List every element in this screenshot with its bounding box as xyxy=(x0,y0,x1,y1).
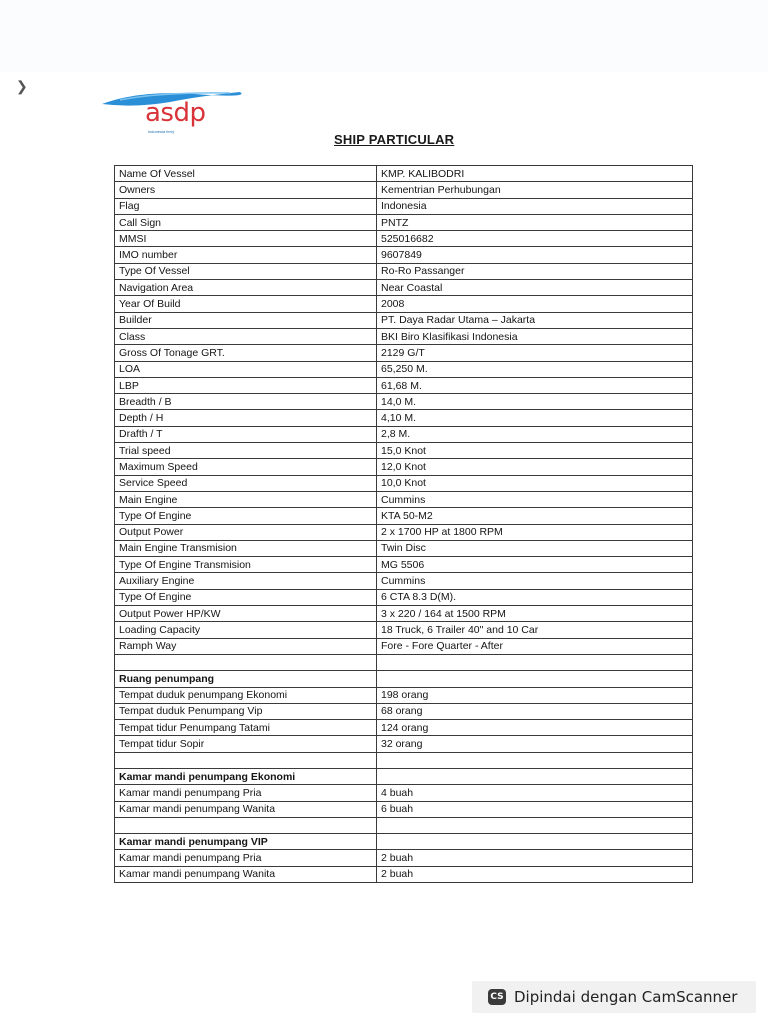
row-value: 68 orang xyxy=(377,703,693,719)
row-value: Near Coastal xyxy=(377,280,693,296)
table-row xyxy=(115,459,693,475)
row-label: Main Engine xyxy=(115,491,377,507)
section-heading: Ruang penumpang xyxy=(115,671,377,687)
row-label: Tempat duduk Penumpang Vip xyxy=(115,703,377,719)
camscanner-watermark xyxy=(472,981,756,1013)
table-row xyxy=(115,312,693,328)
table-row xyxy=(115,491,693,507)
row-value xyxy=(377,817,693,833)
row-value: Fore - Fore Quarter - After xyxy=(377,638,693,654)
row-value: MG 5506 xyxy=(377,557,693,573)
table-row xyxy=(115,671,693,687)
row-label: Type Of Engine xyxy=(115,589,377,605)
row-label: Drafth / T xyxy=(115,426,377,442)
row-value: 4 buah xyxy=(377,785,693,801)
row-value: 9607849 xyxy=(377,247,693,263)
table-row xyxy=(115,573,693,589)
row-label: Call Sign xyxy=(115,214,377,230)
row-value: 2008 xyxy=(377,296,693,312)
row-value xyxy=(377,768,693,784)
row-label: Auxiliary Engine xyxy=(115,573,377,589)
scan-mark: ❯ xyxy=(16,78,28,94)
row-label: Breadth / B xyxy=(115,394,377,410)
row-label: Owners xyxy=(115,182,377,198)
row-value: 10,0 Knot xyxy=(377,475,693,491)
row-value: 2 buah xyxy=(377,866,693,882)
table-row xyxy=(115,687,693,703)
table-row xyxy=(115,801,693,817)
row-label: Service Speed xyxy=(115,475,377,491)
row-value: 65,250 M. xyxy=(377,361,693,377)
row-label: Trial speed xyxy=(115,443,377,459)
table-row xyxy=(115,426,693,442)
scan-background xyxy=(0,0,768,72)
row-label: Kamar mandi penumpang Pria xyxy=(115,785,377,801)
ship-particulars-table xyxy=(114,165,693,883)
row-label: Kamar mandi penumpang Wanita xyxy=(115,866,377,882)
row-value: PNTZ xyxy=(377,214,693,230)
row-label xyxy=(115,817,377,833)
row-label: LBP xyxy=(115,377,377,393)
row-value: 198 orang xyxy=(377,687,693,703)
row-value xyxy=(377,654,693,670)
table-row xyxy=(115,296,693,312)
table-row xyxy=(115,703,693,719)
row-label: Year Of Build xyxy=(115,296,377,312)
table-row xyxy=(115,817,693,833)
table-row xyxy=(115,443,693,459)
row-value: PT. Daya Radar Utama – Jakarta xyxy=(377,312,693,328)
row-value xyxy=(377,671,693,687)
row-value: 18 Truck, 6 Trailer 40" and 10 Car xyxy=(377,622,693,638)
table-row xyxy=(115,768,693,784)
table-row xyxy=(115,394,693,410)
table-row xyxy=(115,524,693,540)
table-row xyxy=(115,736,693,752)
row-label: Class xyxy=(115,328,377,344)
row-label: Kamar mandi penumpang Wanita xyxy=(115,801,377,817)
row-value: 2,8 M. xyxy=(377,426,693,442)
row-value: 2129 G/T xyxy=(377,345,693,361)
section-heading: Kamar mandi penumpang VIP xyxy=(115,834,377,850)
table-row xyxy=(115,377,693,393)
table-row xyxy=(115,606,693,622)
table-row xyxy=(115,361,693,377)
table-row xyxy=(115,475,693,491)
row-label: Name Of Vessel xyxy=(115,166,377,182)
row-label: Ramph Way xyxy=(115,638,377,654)
table-row xyxy=(115,166,693,182)
table-row xyxy=(115,214,693,230)
row-value: 124 orang xyxy=(377,720,693,736)
table-row xyxy=(115,720,693,736)
table-row xyxy=(115,785,693,801)
row-value: BKI Biro Klasifikasi Indonesia xyxy=(377,328,693,344)
row-value: Cummins xyxy=(377,573,693,589)
row-value: 15,0 Knot xyxy=(377,443,693,459)
table-row xyxy=(115,752,693,768)
row-label: IMO number xyxy=(115,247,377,263)
row-label: Flag xyxy=(115,198,377,214)
row-label: LOA xyxy=(115,361,377,377)
row-value: 525016682 xyxy=(377,231,693,247)
row-value: Ro-Ro Passanger xyxy=(377,263,693,279)
row-value: KMP. KALIBODRI xyxy=(377,166,693,182)
row-value: 6 buah xyxy=(377,801,693,817)
row-value: 2 x 1700 HP at 1800 RPM xyxy=(377,524,693,540)
row-label: Navigation Area xyxy=(115,280,377,296)
table-row xyxy=(115,182,693,198)
row-label: Tempat duduk penumpang Ekonomi xyxy=(115,687,377,703)
row-label: Builder xyxy=(115,312,377,328)
section-heading: Kamar mandi penumpang Ekonomi xyxy=(115,768,377,784)
row-label: Loading Capacity xyxy=(115,622,377,638)
row-label: Depth / H xyxy=(115,410,377,426)
logo-brand: asdp xyxy=(145,98,206,128)
table-row xyxy=(115,622,693,638)
row-label xyxy=(115,752,377,768)
row-label: Tempat tidur Sopir xyxy=(115,736,377,752)
table-row xyxy=(115,280,693,296)
row-label: Gross Of Tonage GRT. xyxy=(115,345,377,361)
row-label: Type Of Vessel xyxy=(115,263,377,279)
table-row xyxy=(115,638,693,654)
row-label: MMSI xyxy=(115,231,377,247)
row-label: Output Power xyxy=(115,524,377,540)
table-row xyxy=(115,410,693,426)
table-row xyxy=(115,540,693,556)
row-label: Type Of Engine xyxy=(115,508,377,524)
page-title: SHIP PARTICULAR xyxy=(334,132,455,147)
table-row xyxy=(115,198,693,214)
row-value: Kementrian Perhubungan xyxy=(377,182,693,198)
table-row xyxy=(115,263,693,279)
row-label: Kamar mandi penumpang Pria xyxy=(115,850,377,866)
row-label: Type Of Engine Transmision xyxy=(115,557,377,573)
row-value: 32 orang xyxy=(377,736,693,752)
row-value: KTA 50-M2 xyxy=(377,508,693,524)
row-label: Output Power HP/KW xyxy=(115,606,377,622)
row-value: 61,68 M. xyxy=(377,377,693,393)
row-value: Twin Disc xyxy=(377,540,693,556)
logo-tagline: indonesia ferry xyxy=(148,129,175,134)
table-row xyxy=(115,247,693,263)
table-row xyxy=(115,508,693,524)
table-row xyxy=(115,328,693,344)
table-row xyxy=(115,850,693,866)
row-label: Tempat tidur Penumpang Tatami xyxy=(115,720,377,736)
row-value: 3 x 220 / 164 at 1500 RPM xyxy=(377,606,693,622)
table-row xyxy=(115,231,693,247)
table-row xyxy=(115,345,693,361)
row-label: Maximum Speed xyxy=(115,459,377,475)
table-row xyxy=(115,589,693,605)
row-value xyxy=(377,752,693,768)
row-value xyxy=(377,834,693,850)
camscanner-icon: CS xyxy=(488,989,506,1005)
asdp-logo xyxy=(100,86,245,138)
row-value: 6 CTA 8.3 D(M). xyxy=(377,589,693,605)
table-row xyxy=(115,654,693,670)
row-value: 2 buah xyxy=(377,850,693,866)
row-value: 14,0 M. xyxy=(377,394,693,410)
row-label: Main Engine Transmision xyxy=(115,540,377,556)
row-value: 4,10 M. xyxy=(377,410,693,426)
row-value: Indonesia xyxy=(377,198,693,214)
table-row xyxy=(115,557,693,573)
row-value: 12,0 Knot xyxy=(377,459,693,475)
table-row xyxy=(115,866,693,882)
row-value: Cummins xyxy=(377,491,693,507)
row-label xyxy=(115,654,377,670)
table-row xyxy=(115,834,693,850)
camscanner-label: Dipindai dengan CamScanner xyxy=(514,988,738,1006)
